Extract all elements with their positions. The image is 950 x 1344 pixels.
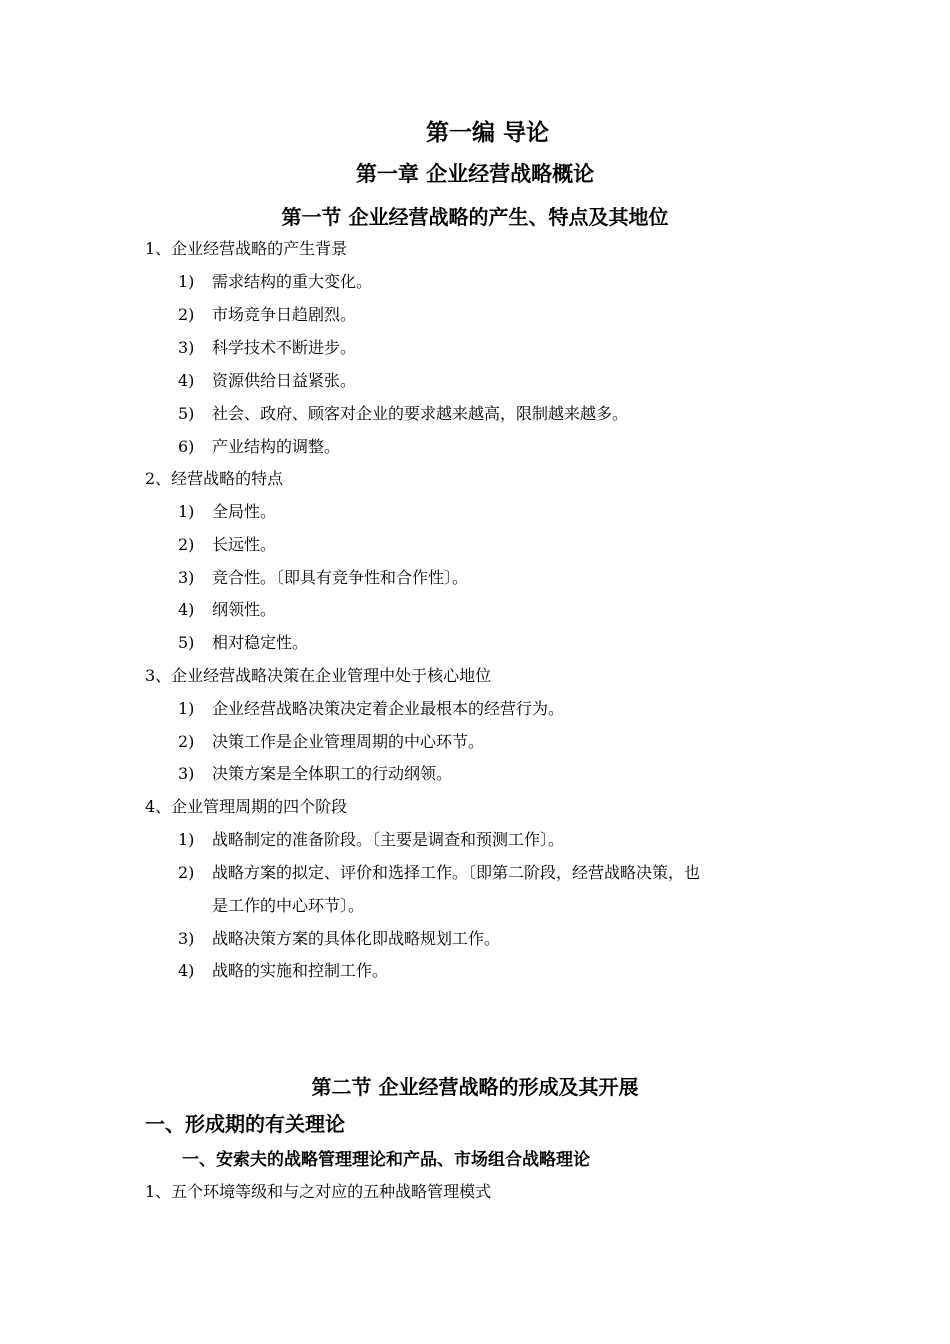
item-number: 4) [178, 371, 195, 390]
item-number: 2) [178, 732, 195, 751]
item-number: 5) [178, 633, 195, 652]
item-text: 战略方案的拟定、评价和选择工作。〔即第二阶段，经营战略决策，也 [212, 863, 701, 882]
item-text: 长远性。 [212, 535, 277, 554]
list-item [178, 337, 356, 359]
item-number: 3) [178, 338, 195, 357]
list-item-continuation: 是工作的中心环节〕。 [212, 896, 365, 915]
part-title: 第一编 导论 [425, 120, 549, 146]
group-heading: 3、企业经营战略决策在企业管理中处于核心地位 [145, 666, 492, 685]
item-text: 全局性。 [212, 502, 277, 521]
item-text: 竞合性。〔即具有竞争性和合作性〕。 [212, 568, 469, 587]
item-number: 2) [178, 863, 195, 882]
list-item [178, 763, 452, 785]
list-item [178, 403, 628, 425]
item-number: 4) [178, 600, 195, 619]
item-number: 2) [178, 535, 195, 554]
item-number: 1) [178, 272, 195, 291]
item-number: 1) [178, 830, 195, 849]
list-item [178, 928, 500, 950]
item-number: 1) [178, 502, 195, 521]
item-text: 产业结构的调整。 [212, 437, 341, 456]
item-text: 纲领性。 [212, 600, 277, 619]
item-number: 6) [178, 437, 195, 456]
item-text: 科学技术不断进步。 [212, 338, 357, 357]
item-number: 4) [178, 961, 195, 980]
list-item [178, 436, 340, 458]
list-item [178, 304, 356, 326]
item-number: 3) [178, 568, 195, 587]
item-text: 需求结构的重大变化。 [212, 272, 373, 291]
list-item [178, 632, 308, 654]
list-item [178, 534, 276, 556]
item-number: 2) [178, 305, 195, 324]
item-text: 企业经营战略决策决定着企业最根本的经营行为。 [212, 699, 565, 718]
item-text: 决策方案是全体职工的行动纲领。 [212, 764, 453, 783]
item-number: 3) [178, 764, 195, 783]
list-item [178, 370, 356, 392]
item-number: 5) [178, 404, 195, 423]
list-item [178, 698, 564, 720]
item-text: 战略制定的准备阶段。〔主要是调查和预测工作〕。 [212, 830, 565, 849]
list-item [178, 731, 484, 753]
group-heading: 1、企业经营战略的产生背景 [145, 239, 348, 258]
item-text: 资源供给日益紧张。 [212, 371, 357, 390]
group-heading: 2、经营战略的特点 [145, 469, 284, 488]
item-number: 1) [178, 699, 195, 718]
subheading-level-2: 一、安索夫的战略管理理论和产品、市场组合战略理论 [182, 1150, 590, 1170]
section-1-title: 第一节 企业经营战略的产生、特点及其地位 [281, 205, 669, 229]
item-text: 战略决策方案的具体化即战略规划工作。 [212, 929, 501, 948]
list-item [178, 271, 372, 293]
item-text: 相对稳定性。 [212, 633, 309, 652]
list-item [178, 829, 564, 851]
chapter-title: 第一章 企业经营战略概论 [355, 162, 595, 186]
item-text: 市场竞争日趋剧烈。 [212, 305, 357, 324]
item-number: 3) [178, 929, 195, 948]
section-2-title: 第二节 企业经营战略的形成及其开展 [311, 1075, 639, 1099]
list-item [178, 960, 388, 982]
item-text: 决策工作是企业管理周期的中心环节。 [212, 732, 485, 751]
item-text: 社会、政府、顾客对企业的要求越来越高，限制越来越多。 [212, 404, 629, 423]
subheading-level-1: 一、形成期的有关理论 [145, 1112, 345, 1136]
group-heading: 4、企业管理周期的四个阶段 [145, 797, 348, 816]
list-item [178, 862, 700, 884]
item-text: 战略的实施和控制工作。 [212, 961, 389, 980]
numbered-heading: 1、五个环境等级和与之对应的五种战略管理模式 [145, 1182, 492, 1201]
list-item [178, 501, 276, 523]
list-item [178, 599, 276, 621]
list-item [178, 567, 468, 589]
